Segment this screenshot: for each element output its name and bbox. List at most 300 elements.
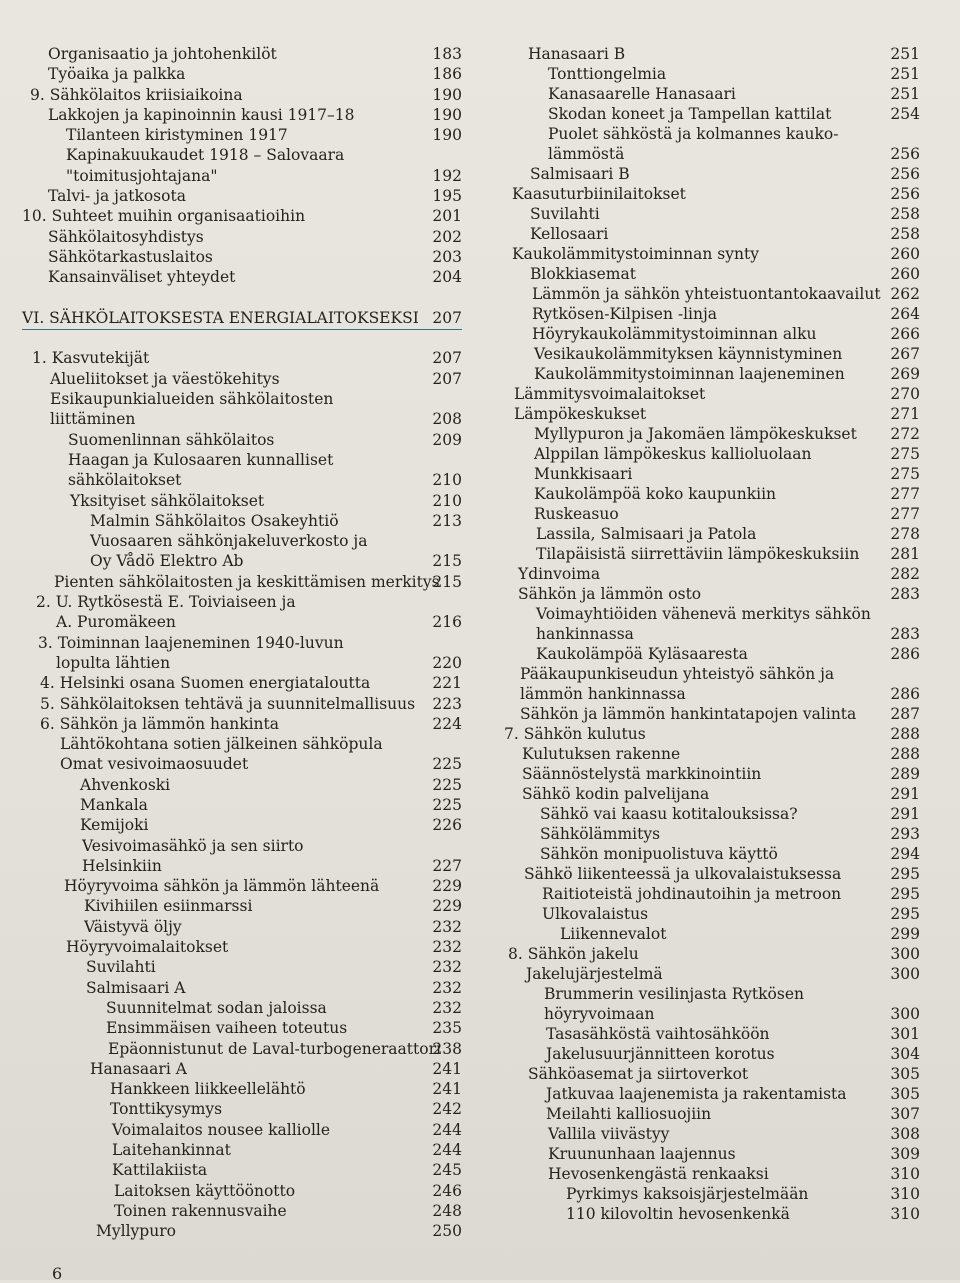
toc-entry: [500, 484, 920, 504]
toc-entry-page: 283: [890, 585, 920, 603]
toc-entry: [22, 1201, 462, 1221]
toc-entry-page: 251: [890, 65, 920, 83]
toc-entry-title: Vesikaukolämmityksen käynnistyminen: [534, 345, 843, 363]
toc-entry: [500, 104, 920, 124]
toc-entry-page: 225: [432, 795, 462, 814]
toc-entry-title: Alueliitokset ja väestökehitys: [50, 369, 280, 388]
toc-entry: [500, 824, 920, 844]
toc-entry: [22, 551, 462, 571]
toc-entry-page: 266: [890, 325, 920, 343]
toc-entry-page: 288: [890, 745, 920, 763]
toc-entry-title: Liikennevalot: [560, 925, 667, 943]
toc-entry-page: 299: [890, 925, 920, 943]
toc-entry-page: 270: [890, 385, 920, 403]
toc-entry-page: 271: [890, 405, 920, 423]
toc-entry-title: Höyryvoima sähkön ja lämmön lähteenä: [64, 877, 380, 896]
toc-entry: [500, 984, 920, 1004]
toc-entry: [500, 384, 920, 404]
toc-entry: [22, 369, 462, 389]
toc-entry-title: Laitoksen käyttöönotto: [114, 1181, 296, 1200]
toc-entry: [500, 424, 920, 444]
toc-entry-page: 195: [432, 187, 462, 206]
toc-entry-page: 269: [890, 365, 920, 383]
toc-entry: [22, 85, 462, 105]
toc-entry: [500, 1004, 920, 1024]
toc-entry: [22, 917, 462, 937]
toc-entry-title: Myllypuron ja Jakomäen lämpökeskukset: [534, 425, 857, 443]
toc-entry-title: Kulutuksen rakenne: [522, 745, 681, 763]
toc-entry-title: sähkölaitokset: [68, 471, 182, 490]
toc-entry-title: Kansainväliset yhteydet: [48, 268, 236, 287]
toc-entry-page: 295: [890, 885, 920, 903]
toc-entry: [500, 904, 920, 924]
toc-entry-page: 226: [432, 816, 462, 835]
toc-entry-page: 245: [432, 1161, 462, 1180]
toc-entry-title: Tilanteen kiristyminen 1917: [66, 126, 288, 145]
toc-entry: [500, 164, 920, 184]
toc-entry: [22, 653, 462, 673]
toc-entry: [22, 430, 462, 450]
toc-entry-title: Talvi- ja jatkosota: [48, 187, 186, 206]
toc-entry-title: Suunnitelmat sodan jaloissa: [106, 998, 327, 1017]
toc-entry: [22, 389, 462, 409]
toc-entry-title: Esikaupunkialueiden sähkölaitosten: [50, 390, 334, 409]
toc-entry-title: höyryvoimaan: [544, 1005, 655, 1023]
toc-entry-title: Pyrkimys kaksoisjärjestelmään: [566, 1185, 809, 1203]
toc-entry: [22, 166, 462, 186]
toc-entry: [22, 511, 462, 531]
toc-entry-title: Kanasaarelle Hanasaari: [548, 85, 736, 103]
toc-entry-title: Kruununhaan laajennus: [548, 1145, 736, 1163]
toc-entry-page: 224: [432, 714, 462, 733]
toc-entry-page: 275: [890, 465, 920, 483]
toc-entry: [500, 684, 920, 704]
toc-entry-page: 286: [890, 685, 920, 703]
toc-entry-title: Sähkölämmitys: [540, 825, 661, 843]
toc-entry-title: Oy Vådö Elektro Ab: [90, 552, 244, 571]
toc-entry-page: 232: [432, 958, 462, 977]
toc-entry: [500, 604, 920, 624]
toc-entry-page: 203: [432, 247, 462, 266]
toc-entry: [500, 924, 920, 944]
toc-entry-page: 304: [890, 1045, 920, 1063]
toc-entry-page: 260: [890, 265, 920, 283]
toc-entry: [22, 694, 462, 714]
toc-entry: [22, 288, 462, 308]
toc-entry: [22, 125, 462, 145]
toc-entry-title: Sähkön ja lämmön osto: [518, 585, 702, 603]
toc-entry-page: 225: [432, 755, 462, 774]
toc-entry: [500, 784, 920, 804]
toc-entry-page: 277: [890, 485, 920, 503]
toc-entry-title: Laitehankinnat: [112, 1141, 231, 1160]
toc-entry: [22, 64, 462, 84]
toc-entry-title: Säännöstelystä markkinointiin: [522, 765, 762, 783]
toc-entry-title: Alppilan lämpökeskus kallioluolaan: [534, 445, 812, 463]
toc-entry-page: 300: [890, 945, 920, 963]
toc-entry: [22, 714, 462, 734]
toc-entry: [500, 124, 920, 144]
toc-entry: [500, 1204, 920, 1224]
toc-entry-page: 310: [890, 1205, 920, 1223]
toc-entry-title: Meilahti kalliosuojiin: [546, 1105, 712, 1123]
toc-entry: [500, 264, 920, 284]
toc-entry-page: 241: [432, 1059, 462, 1078]
toc-entry-page: 229: [432, 877, 462, 896]
toc-entry-title: Voimalaitos nousee kalliolle: [112, 1120, 331, 1139]
toc-entry-page: 267: [890, 345, 920, 363]
toc-left-column: [22, 44, 462, 1242]
toc-entry-title: Suvilahti: [530, 205, 600, 223]
toc-entry: [22, 1181, 462, 1201]
toc-entry-title: Malmin Sähkölaitos Osakeyhtiö: [90, 511, 339, 530]
toc-entry-title: 2. U. Rytkösestä E. Toiviaiseen ja: [36, 593, 296, 612]
toc-entry-title: liittäminen: [50, 410, 136, 429]
toc-entry-title: Kivihiilen esiinmarssi: [84, 897, 253, 916]
toc-entry-page: 287: [890, 705, 920, 723]
toc-entry-title: Lakkojen ja kapinoinnin kausi 1917–18: [48, 105, 355, 124]
toc-entry: [22, 145, 462, 165]
toc-entry-title: Jakelujärjestelmä: [526, 965, 663, 983]
toc-entry-title: Tonttikysymys: [110, 1100, 223, 1119]
toc-entry-page: 283: [890, 625, 920, 643]
toc-entry-title: Sähkö kodin palvelijana: [522, 785, 710, 803]
toc-entry: [500, 764, 920, 784]
toc-entry: [500, 524, 920, 544]
toc-entry-page: 286: [890, 645, 920, 663]
toc-entry-page: 300: [890, 965, 920, 983]
toc-entry-title: Pääkaupunkiseudun yhteistyö sähkön ja: [520, 665, 835, 683]
toc-entry-title: Lassila, Salmisaari ja Patola: [536, 525, 757, 543]
toc-entry: [500, 464, 920, 484]
toc-entry-page: 232: [432, 917, 462, 936]
toc-entry-title: Lämpökeskukset: [514, 405, 647, 423]
toc-entry: [22, 186, 462, 206]
toc-entry: [22, 491, 462, 511]
toc-entry: [22, 105, 462, 125]
toc-entry-page: 207: [432, 308, 462, 327]
toc-entry-title: Organisaatio ja johtohenkilöt: [48, 45, 277, 63]
toc-entry: [500, 844, 920, 864]
toc-entry: [500, 1044, 920, 1064]
toc-entry-title: Salmisaari B: [530, 165, 630, 183]
toc-entry-title: 110 kilovoltin hevosenkenkä: [566, 1205, 790, 1223]
toc-entry-title: Puolet sähköstä ja kolmannes kauko-: [548, 125, 839, 143]
toc-entry: [500, 1084, 920, 1104]
toc-entry-page: 278: [890, 525, 920, 543]
toc-entry: [500, 1164, 920, 1184]
toc-entry: [22, 206, 462, 226]
toc-entry-title: Blokkiasemat: [530, 265, 636, 283]
toc-entry: [22, 1018, 462, 1038]
toc-entry-page: 291: [890, 805, 920, 823]
toc-entry: [22, 1221, 462, 1241]
toc-entry: [22, 1039, 462, 1059]
toc-entry-page: 301: [890, 1025, 920, 1043]
toc-entry-page: 291: [890, 785, 920, 803]
toc-entry: [500, 644, 920, 664]
toc-entry-page: 225: [432, 775, 462, 794]
toc-entry-page: 258: [890, 205, 920, 223]
toc-entry: [500, 404, 920, 424]
toc-entry: [500, 1144, 920, 1164]
toc-entry: [500, 944, 920, 964]
toc-entry-title: Jatkuvaa laajenemista ja rakentamista: [546, 1085, 847, 1103]
toc-entry: [500, 724, 920, 744]
toc-entry: [500, 1104, 920, 1124]
toc-entry-title: Lämmitysvoimalaitokset: [514, 385, 706, 403]
toc-entry: [22, 836, 462, 856]
toc-entry-page: 305: [890, 1085, 920, 1103]
toc-entry: [22, 754, 462, 774]
toc-entry-page: 213: [432, 511, 462, 530]
toc-entry-page: 244: [432, 1120, 462, 1139]
toc-entry-title: Ruskeasuo: [534, 505, 619, 523]
toc-entry-page: 264: [890, 305, 920, 323]
toc-entry-page: 295: [890, 865, 920, 883]
toc-entry: [22, 815, 462, 835]
toc-entry: [22, 612, 462, 632]
toc-entry: [500, 244, 920, 264]
toc-entry-title: Raitioteistä johdinautoihin ja metroon: [542, 885, 842, 903]
toc-entry-page: 250: [432, 1222, 462, 1241]
toc-entry-page: 221: [432, 674, 462, 693]
toc-entry: [500, 284, 920, 304]
toc-entry-title: Salmisaari A: [86, 978, 186, 997]
toc-entry: [500, 1064, 920, 1084]
toc-entry: [500, 1184, 920, 1204]
toc-entry-title: Hanasaari A: [90, 1059, 187, 1078]
toc-entry-title: Sähkötarkastuslaitos: [48, 247, 213, 266]
toc-entry: [22, 409, 462, 429]
toc-entry: [22, 775, 462, 795]
toc-entry: [22, 592, 462, 612]
toc-entry-title: Sähkö vai kaasu kotitalouksissa?: [540, 805, 798, 823]
toc-entry-title: Rytkösen-Kilpisen -linja: [532, 305, 718, 323]
page-number: 6: [52, 1264, 63, 1283]
toc-entry-page: 282: [890, 565, 920, 583]
toc-entry: [22, 1120, 462, 1140]
toc-entry: [22, 1160, 462, 1180]
toc-entry-title: Helsinkiin: [82, 856, 162, 875]
toc-entry-title: Kattilakiista: [112, 1161, 208, 1180]
toc-entry-title: Sähkö liikenteessä ja ulkovalaistuksessa: [524, 865, 842, 883]
toc-entry-title: lopulta lähtien: [56, 653, 171, 672]
toc-entry-page: 307: [890, 1105, 920, 1123]
toc-entry: [22, 633, 462, 653]
toc-entry-title: Vallila viivästyy: [548, 1125, 670, 1143]
toc-entry-title: Kaasuturbiinilaitokset: [512, 185, 686, 203]
toc-entry-page: 229: [432, 897, 462, 916]
toc-entry-title: Omat vesivoimaosuudet: [60, 755, 249, 774]
toc-entry-page: 215: [432, 552, 462, 571]
toc-entry: [500, 324, 920, 344]
toc-right-column: [500, 44, 920, 1224]
toc-entry-page: 186: [432, 65, 462, 84]
toc-entry-page: 256: [890, 165, 920, 183]
toc-entry: [500, 64, 920, 84]
toc-entry-page: 294: [890, 845, 920, 863]
toc-entry-page: 216: [432, 613, 462, 632]
toc-entry-page: 238: [432, 1039, 462, 1058]
toc-entry: [22, 896, 462, 916]
toc-entry-title: lämmöstä: [548, 145, 625, 163]
toc-entry: [500, 84, 920, 104]
toc-entry-title: Ulkovalaistus: [542, 905, 649, 923]
toc-entry-page: 227: [432, 856, 462, 875]
toc-entry-title: Ahvenkoski: [80, 775, 171, 794]
toc-entry-page: 310: [890, 1165, 920, 1183]
toc-entry-page: 275: [890, 445, 920, 463]
toc-entry-title: Kaukolämpöä Kyläsaaresta: [536, 645, 748, 663]
toc-entry: [22, 1059, 462, 1079]
toc-entry-title: Tasasähköstä vaihtosähköön: [546, 1025, 770, 1043]
toc-entry: [500, 804, 920, 824]
toc-entry: [22, 267, 462, 287]
toc-entry-page: 289: [890, 765, 920, 783]
toc-entry: [22, 572, 462, 592]
toc-entry-title: Kapinakuukaudet 1918 – Salovaara: [66, 146, 345, 165]
toc-entry: [22, 348, 462, 368]
toc-entry-title: Munkkisaari: [534, 465, 633, 483]
toc-entry: [22, 1099, 462, 1119]
toc-entry-title: Suvilahti: [86, 958, 156, 977]
toc-entry-page: 260: [890, 245, 920, 263]
toc-entry-title: Hanasaari B: [528, 45, 626, 63]
toc-entry-title: Vesivoimasähkö ja sen siirto: [82, 836, 304, 855]
toc-entry-page: 256: [890, 185, 920, 203]
toc-entry: [500, 864, 920, 884]
toc-entry: [500, 144, 920, 164]
toc-entry: [500, 544, 920, 564]
toc-entry-page: 232: [432, 938, 462, 957]
toc-entry-page: 235: [432, 1019, 462, 1038]
toc-entry: [500, 444, 920, 464]
toc-entry-title: Kaukolämmitystoiminnan laajeneminen: [534, 365, 845, 383]
toc-entry-page: 183: [432, 45, 462, 63]
toc-entry: [500, 744, 920, 764]
toc-entry: [500, 1024, 920, 1044]
toc-entry-title: 7. Sähkön kulutus: [504, 725, 646, 743]
toc-entry-title: Sähkön ja lämmön hankintatapojen valinta: [520, 705, 857, 723]
toc-entry-title: hankinnassa: [536, 625, 634, 643]
toc-entry: [22, 247, 462, 267]
toc-entry-title: 10. Suhteet muihin organisaatioihin: [22, 207, 306, 226]
toc-entry-title: Jakelusuurjännitteen korotus: [546, 1045, 775, 1063]
toc-entry: [500, 304, 920, 324]
toc-entry-title: 6. Sähkön ja lämmön hankinta: [40, 714, 280, 733]
toc-entry-title: Höyrykaukolämmitystoiminnan alku: [532, 325, 817, 343]
toc-entry: [22, 44, 462, 64]
toc-entry-page: 208: [432, 410, 462, 429]
toc-entry-title: Tonttiongelmia: [548, 65, 667, 83]
toc-entry-title: 5. Sähkölaitoksen tehtävä ja suunnitelmallisuus: [40, 694, 416, 713]
toc-entry-title: A. Puromäkeen: [56, 613, 176, 632]
toc-entry: [22, 734, 462, 754]
toc-entry: [500, 44, 920, 64]
toc-entry-title: Työaika ja palkka: [48, 65, 186, 84]
toc-entry-page: 258: [890, 225, 920, 243]
toc-entry-page: 192: [432, 166, 462, 185]
toc-entry: [500, 664, 920, 684]
toc-entry-page: 232: [432, 998, 462, 1017]
toc-entry: [22, 937, 462, 957]
toc-entry-page: 201: [432, 207, 462, 226]
toc-entry-title: Kaukolämpöä koko kaupunkiin: [534, 485, 777, 503]
toc-entry-title: Kaukolämmitystoiminnan synty: [512, 245, 759, 263]
toc-entry-page: 281: [890, 545, 920, 563]
toc-entry-page: 288: [890, 725, 920, 743]
toc-entry-title: Voimayhtiöiden vähenevä merkitys sähkön: [536, 605, 871, 623]
toc-entry: [22, 673, 462, 693]
toc-entry: [22, 1140, 462, 1160]
toc-entry-page: 248: [432, 1201, 462, 1220]
toc-entry-page: 190: [432, 85, 462, 104]
toc-entry-title: Mankala: [80, 795, 148, 814]
toc-entry-title: Brummerin vesilinjasta Rytkösen: [544, 985, 804, 1003]
toc-entry-page: 190: [432, 126, 462, 145]
toc-entry-page: 244: [432, 1141, 462, 1160]
toc-entry-page: 251: [890, 45, 920, 63]
section-heading: [22, 308, 462, 328]
toc-entry-title: Lähtökohtana sotien jälkeinen sähköpula: [60, 735, 383, 754]
toc-entry-page: 308: [890, 1125, 920, 1143]
toc-entry-title: 8. Sähkön jakelu: [508, 945, 639, 963]
toc-entry-title: Lämmön ja sähkön yhteistuontantokaavailut: [532, 285, 881, 303]
toc-entry-page: 242: [432, 1100, 462, 1119]
toc-entry-title: Pienten sähkölaitosten ja keskittämisen merkitys: [54, 572, 440, 591]
toc-entry: [500, 584, 920, 604]
toc-entry-page: 232: [432, 978, 462, 997]
toc-entry-page: 220: [432, 653, 462, 672]
toc-entry-page: 215: [432, 572, 462, 591]
toc-entry: [22, 1079, 462, 1099]
toc-entry-title: VI. SÄHKÖLAITOKSESTA ENERGIALAITOKSEKSI: [22, 308, 419, 327]
toc-entry-page: 293: [890, 825, 920, 843]
toc-entry-title: 3. Toiminnan laajeneminen 1940-luvun: [38, 633, 344, 652]
toc-entry-page: 305: [890, 1065, 920, 1083]
toc-entry-title: Höyryvoimalaitokset: [66, 938, 229, 957]
toc-entry: [500, 344, 920, 364]
toc-entry-title: Haagan ja Kulosaaren kunnalliset: [68, 450, 334, 469]
toc-entry-title: Kellosaari: [530, 225, 609, 243]
toc-entry: [22, 470, 462, 490]
toc-entry-page: 223: [432, 694, 462, 713]
toc-entry-page: 251: [890, 85, 920, 103]
toc-entry: [22, 450, 462, 470]
toc-entry-page: 207: [432, 349, 462, 368]
toc-entry-title: Väistyvä öljy: [84, 917, 182, 936]
toc-entry-page: 190: [432, 105, 462, 124]
toc-entry: [500, 364, 920, 384]
toc-entry: [22, 998, 462, 1018]
toc-entry: [500, 224, 920, 244]
toc-entry-page: 309: [890, 1145, 920, 1163]
toc-entry: [22, 795, 462, 815]
toc-entry-page: 246: [432, 1181, 462, 1200]
toc-entry-page: 202: [432, 227, 462, 246]
toc-entry-page: 209: [432, 430, 462, 449]
toc-entry-page: 210: [432, 491, 462, 510]
toc-entry: [22, 856, 462, 876]
toc-entry-title: Hankkeen liikkeellelähtö: [110, 1080, 306, 1099]
toc-entry-title: 4. Helsinki osana Suomen energiataloutta: [40, 674, 371, 693]
toc-entry: [500, 1124, 920, 1144]
toc-entry-title: lämmön hankinnassa: [520, 685, 686, 703]
toc-entry-page: 262: [890, 285, 920, 303]
toc-entry: [22, 957, 462, 977]
toc-entry-page: 254: [890, 105, 920, 123]
